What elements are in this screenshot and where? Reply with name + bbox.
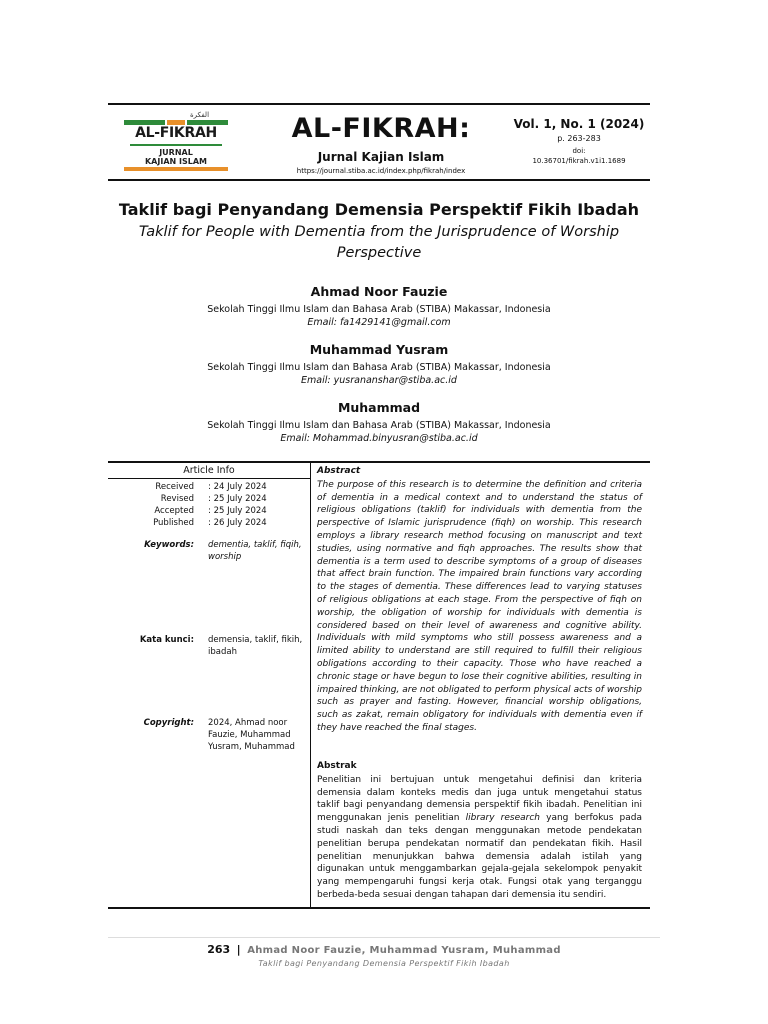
- author-block: [108, 400, 650, 444]
- katakunci-value: demensia, taklif, fikih, ibadah: [208, 635, 303, 657]
- article-info-table: [108, 461, 650, 909]
- journal-header: [108, 103, 650, 181]
- author-block: [108, 342, 650, 386]
- article-info-heading: Article Info: [183, 465, 235, 476]
- author-affiliation: Sekolah Tinggi Ilmu Islam dan Bahasa Arab (STIBA) Makassar, Indonesia: [207, 420, 551, 431]
- logo-bottom-bar: [124, 167, 228, 171]
- keywords-value: dementia, taklif, fiqih, worship: [208, 540, 302, 562]
- abstrak-heading: Abstrak: [317, 761, 357, 771]
- date-value: : 25 July 2024: [208, 494, 267, 504]
- footer-title: Taklif bagi Penyandang Demensia Perspektif Fikih Ibadah: [258, 959, 510, 968]
- abstract-indonesian: [317, 760, 642, 902]
- author-name: Ahmad Noor Fauzie: [310, 284, 448, 299]
- article-info-rule: [108, 478, 310, 479]
- date-value: : 25 July 2024: [208, 506, 267, 516]
- author-affiliation: Sekolah Tinggi Ilmu Islam dan Bahasa Arab (STIBA) Makassar, Indonesia: [207, 304, 551, 315]
- abstract-english: [317, 465, 642, 735]
- doi-value[interactable]: 10.36701/fikrah.v1i1.1689: [532, 157, 626, 165]
- author-email[interactable]: Email: Mohammad.binyusran@stiba.ac.id: [280, 433, 478, 444]
- abstract-text: The purpose of this research is to determine the definition and criteria of dementia in a medical context and to understand the status of religious obligations (taklif) for individuals with dementia from the perspective of Islamic jurisprudence (fiqh) on worship. This research employs a library research method focusing on manuscript and text studies, using normative and fiqh approaches. The results show that dementia is a term used to describe symptoms of a group of diseases that affect brain function. The impaired brain functions vary according to the stages of dementia. These differences lead to varying statuses of religious obligations at each stage. From the perspective of fiqh on worship, the obligation of worship for individuals with dementia is considered based on their level of awareness and cognitive ability. Individuals with mild symptoms who still possess awareness and a limited ability to understand are still required to fulfill their religious obligations according to their capacity. Those who have reached a chronic stage or have begun to lose their cognitive abilities, resulting in impaired thinking, are not obligated to perform physical acts of worship such as prayer and fasting. However, financial worship obligations, such as zakat, remain obligatory for individuals with dementia even if they have reached the final stages.: [317, 479, 642, 733]
- date-value: : 24 July 2024: [208, 482, 267, 492]
- author-email[interactable]: Email: fa1429141@gmail.com: [307, 317, 451, 328]
- column-divider: [310, 463, 311, 907]
- date-label: Published: [153, 518, 194, 528]
- journal-url[interactable]: https://journal.stiba.ac.id/index.php/fikrah/index: [296, 167, 466, 175]
- date-label: Revised: [160, 494, 194, 504]
- date-label: Accepted: [154, 506, 194, 516]
- logo-subtitle-2: KAJIAN ISLAM: [144, 157, 207, 166]
- page-footer: [108, 943, 660, 956]
- copyright-value: 2024, Ahmad noor Fauzie, Muhammad Yusram, Muhammad: [208, 718, 295, 752]
- article-title-english: Taklif for People with Dementia from the Jurisprudence of Worship Perspective: [138, 224, 620, 261]
- journal-title: AL-FIKRAH:: [291, 113, 471, 144]
- logo-arabic-text: الفكرة: [190, 111, 210, 119]
- copyright-label: Copyright:: [143, 718, 194, 728]
- footer-authors: Ahmad Noor Fauzie, Muhammad Yusram, Muhammad: [247, 945, 561, 956]
- author-name: Muhammad Yusram: [309, 342, 449, 357]
- author-block: [108, 284, 650, 328]
- volume-info: Vol. 1, No. 1 (2024): [513, 117, 645, 131]
- footer-rule: [108, 937, 660, 938]
- logo-name: AL-FIKRAH: [135, 125, 217, 141]
- date-label: Received: [155, 482, 194, 492]
- journal-logo: [124, 111, 230, 171]
- author-email[interactable]: Email: yusrananshar@stiba.ac.id: [301, 375, 457, 386]
- katakunci-label: Kata kunci:: [139, 635, 194, 645]
- date-value: : 26 July 2024: [208, 518, 267, 528]
- journal-subtitle: Jurnal Kajian Islam: [317, 150, 445, 164]
- logo-underline: [130, 144, 222, 146]
- keywords-label: Keywords:: [144, 540, 194, 550]
- page-number: 263: [207, 943, 231, 956]
- footer-separator: |: [236, 943, 241, 956]
- page-range: p. 263-283: [557, 134, 601, 143]
- author-name: Muhammad: [337, 400, 421, 415]
- author-affiliation: Sekolah Tinggi Ilmu Islam dan Bahasa Arab (STIBA) Makassar, Indonesia: [207, 362, 551, 373]
- abstrak-text: Penelitian ini bertujuan untuk mengetahui definisi dan kriteria demensia dalam konteks medis dan juga untuk mengetahui status taklif bagi penyandang demensia perspektif fikih ibadah. Penelitian ini menggunakan jenis penelitian library research yang berfokus pada studi naskah dan teks dengan menggunakan metode pendekatan penelitian berupa pendekatan normatif dan pendekatan fikih. Hasil penelitian menunjukkan bahwa demensia adalah istilah yang digunakan untuk menggambarkan gejala-gejala sekelompok penyakit yang mempengaruhi fungsi kerja otak. Fungsi otak yang terganggu berbeda-beda sesuai dengan tahapan dari demensia itu sendiri.: [317, 774, 643, 900]
- logo-subtitle-1: JURNAL: [159, 148, 193, 157]
- article-title: Taklif bagi Penyandang Demensia Perspektif Fikih Ibadah: [118, 200, 640, 219]
- abstract-heading: Abstract: [317, 466, 361, 476]
- doi-label: doi:: [572, 147, 586, 155]
